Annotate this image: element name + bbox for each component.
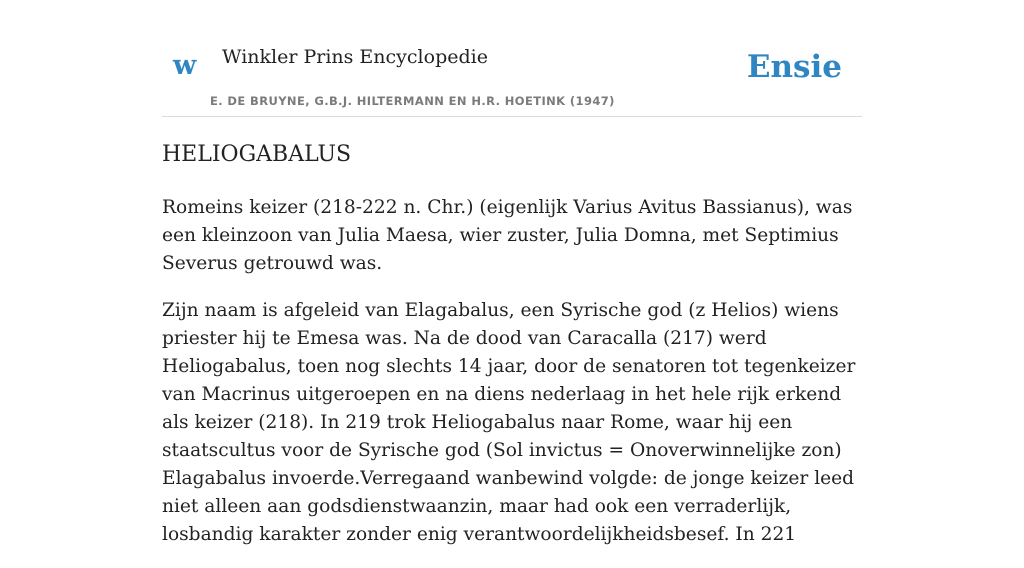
ensie-logo[interactable]: Ensie <box>746 49 842 85</box>
article-paragraph: Zijn naam is afgeleid van Elagabalus, een Syrische god (z Helios) wiens priester hij te Emesa was. Na de dood van Caracalla (217) werd Heliogabalus, toen nog slechts 14 jaar, door de senatoren tot tegenkeizer van Macrinus uitgeroepen en na diens nederlaag in het hele rijk erkend als keizer (218). In 219 trok Heliogabalus naar Rome, waar hij een staatscultus voor de Syrische god (Sol invictus = Onoverwinnelijke zon) Elagabalus invoerde.Verregaand wanbewind volgde: de jonge keizer leed niet alleen aan godsdienstwaanzin, maar had ook een verraderlijk, losbandig karakter zonder enig verantwoordelijkheidsbesef. In 221 <box>162 300 856 545</box>
site-title[interactable]: Winkler Prins Encyclopedie <box>222 46 488 68</box>
article-title: HELIOGABALUS <box>162 142 352 167</box>
site-authors: E. DE BRUYNE, G.B.J. HILTERMANN EN H.R. HOETINK (1947) <box>210 94 615 108</box>
article-paragraph: Romeins keizer (218-222 n. Chr.) (eigenlijk Varius Avitus Bassianus), was een kleinzoon van Julia Maesa, wier zuster, Julia Domna, met Septimius Severus getrouwd was. <box>162 197 853 274</box>
site-header <box>162 0 862 117</box>
article <box>162 138 862 568</box>
winkler-prins-logo[interactable]: w <box>173 50 197 81</box>
